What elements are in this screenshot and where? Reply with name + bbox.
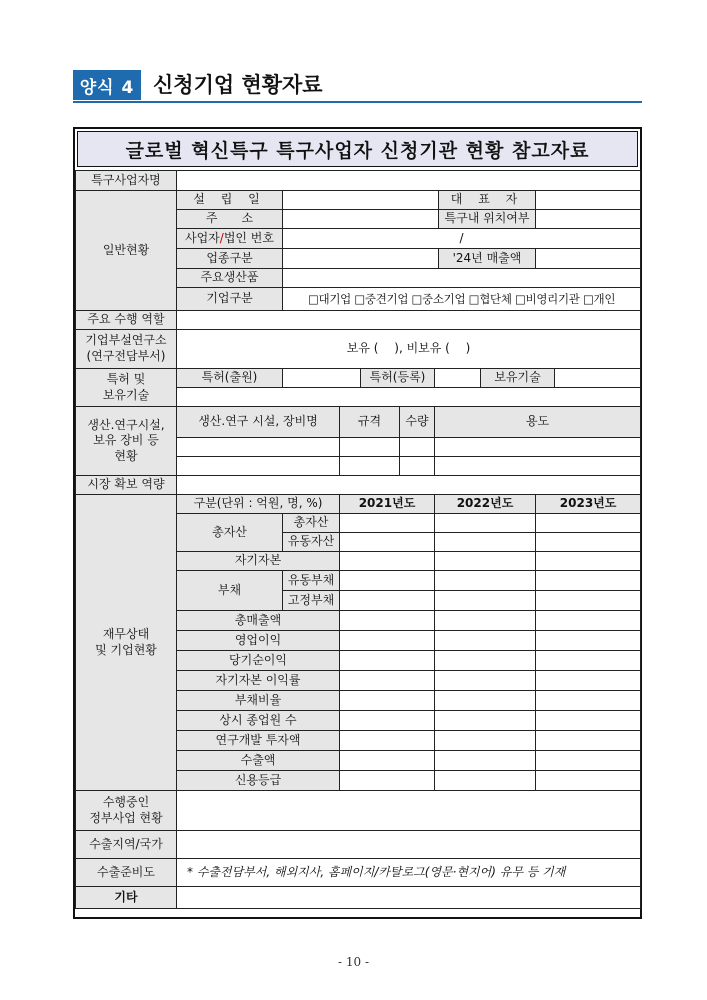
finance-row-label: 총매출액: [177, 611, 340, 631]
finance-cell-2023[interactable]: [536, 771, 641, 791]
facility-use-cell[interactable]: [435, 457, 641, 476]
market-capability-field[interactable]: [177, 476, 641, 495]
etc-field[interactable]: [177, 887, 641, 909]
fixed-liabilities-label: 고정부채: [283, 591, 340, 611]
form-title: 글로벌 혁신특구 특구사업자 신청기관 현황 참고자료: [77, 131, 638, 167]
finance-cell-2021[interactable]: [340, 651, 435, 671]
finance-row-label: 연구개발 투자액: [177, 731, 340, 751]
finance-cell-2023[interactable]: [536, 691, 641, 711]
total-assets-sub-label: 총자산: [283, 514, 340, 533]
facility-spec-header: 규격: [340, 407, 400, 438]
main-products-field[interactable]: [283, 269, 641, 288]
facility-use-cell[interactable]: [435, 438, 641, 457]
facility-use-header: 용도: [435, 407, 641, 438]
current-liabilities-label: 유동부채: [283, 571, 340, 591]
current-assets-label: 유동자산: [283, 533, 340, 552]
export-region-field[interactable]: [177, 831, 641, 859]
in-zone-field[interactable]: [536, 210, 641, 229]
business-number-field[interactable]: /: [283, 229, 641, 249]
ceo-field[interactable]: [536, 191, 641, 210]
owned-tech-field[interactable]: [555, 369, 641, 388]
finance-cell-2022[interactable]: [435, 751, 536, 771]
finance-cell-2022[interactable]: [435, 671, 536, 691]
finance-cell-2023[interactable]: [536, 611, 641, 631]
finance-cell-2023[interactable]: [536, 514, 641, 533]
total-assets-label: 총자산: [177, 514, 283, 552]
founded-field[interactable]: [283, 191, 439, 210]
main-role-field[interactable]: [177, 311, 641, 330]
address-label: 주 소: [177, 210, 283, 229]
facility-spec-cell[interactable]: [340, 438, 400, 457]
finance-cell-2022[interactable]: [435, 514, 536, 533]
finance-cell-2021[interactable]: [340, 751, 435, 771]
patent-registered-field[interactable]: [435, 369, 481, 388]
finance-cell-2023[interactable]: [536, 631, 641, 651]
finance-cell-2021[interactable]: [340, 611, 435, 631]
section-header: [73, 68, 642, 102]
owned-tech-label: 보유기술: [481, 369, 555, 388]
sales-2024-field[interactable]: [536, 249, 641, 269]
finance-unit-header: 구분(단위 : 억원, 명, %): [177, 495, 340, 514]
industry-label: 업종구분: [177, 249, 283, 269]
company-name-label: 특구사업자명: [76, 171, 177, 191]
facility-qty-cell[interactable]: [400, 457, 435, 476]
facility-spec-cell[interactable]: [340, 457, 400, 476]
company-type-label: 기업구분: [177, 288, 283, 311]
in-zone-label: 특구내 위치여부: [439, 210, 536, 229]
finance-cell-2022[interactable]: [435, 691, 536, 711]
general-status-label: 일반현황: [76, 191, 177, 311]
finance-cell-2023[interactable]: [536, 671, 641, 691]
finance-cell-2023[interactable]: [536, 711, 641, 731]
finance-label: 재무상태 및 기업현황: [76, 495, 177, 791]
form-frame: [73, 127, 642, 919]
finance-cell-2023[interactable]: [536, 751, 641, 771]
finance-cell-2022[interactable]: [435, 533, 536, 552]
finance-cell-2021[interactable]: [340, 731, 435, 751]
finance-cell-2022[interactable]: [435, 591, 536, 611]
finance-cell-2022[interactable]: [435, 771, 536, 791]
etc-label: 기타: [76, 887, 177, 909]
facility-qty-header: 수량: [400, 407, 435, 438]
finance-row-label: 당기순이익: [177, 651, 340, 671]
company-type-checkboxes[interactable]: □대기업 □중견기업 □중소기업 □협단체 □비영리기관 □개인: [283, 288, 641, 311]
business-number-label: 사업자/법인 번호: [177, 229, 283, 249]
finance-cell-2021[interactable]: [340, 591, 435, 611]
research-lab-label: 기업부설연구소 (연구전담부서): [76, 330, 177, 369]
finance-cell-2023[interactable]: [536, 731, 641, 751]
finance-row-label: 수출액: [177, 751, 340, 771]
address-field[interactable]: [283, 210, 439, 229]
liabilities-label: 부채: [177, 571, 283, 611]
finance-cell-2021[interactable]: [340, 631, 435, 651]
facility-name-header: 생산.연구 시설, 장비명: [177, 407, 340, 438]
finance-cell-2022[interactable]: [435, 552, 536, 571]
facility-qty-cell[interactable]: [400, 438, 435, 457]
facility-label: 생산.연구시설, 보유 장비 등 현황: [76, 407, 177, 476]
gov-project-field[interactable]: [177, 791, 641, 831]
finance-row-label: 영업이익: [177, 631, 340, 651]
finance-row-label: 신용등급: [177, 771, 340, 791]
finance-cell-2022[interactable]: [435, 611, 536, 631]
export-readiness-label: 수출준비도: [76, 859, 177, 887]
patent-applied-label: 특허(출원): [177, 369, 283, 388]
patent-detail-field[interactable]: [177, 388, 641, 407]
market-capability-label: 시장 확보 역량: [76, 476, 177, 495]
main-products-label: 주요생산품: [177, 269, 283, 288]
finance-row-label: 부채비율: [177, 691, 340, 711]
year-2022-header: 2022년도: [435, 495, 536, 514]
finance-row-label: 자기자본 이익률: [177, 671, 340, 691]
equity-label: 자기자본: [177, 552, 340, 571]
export-region-label: 수출지역/국가: [76, 831, 177, 859]
year-2021-header: 2021년도: [340, 495, 435, 514]
finance-cell-2022[interactable]: [435, 571, 536, 591]
sales-2024-label: '24년 매출액: [439, 249, 536, 269]
finance-cell-2021[interactable]: [340, 671, 435, 691]
patent-label: 특허 및 보유기술: [76, 369, 177, 407]
year-2023-header: 2023년도: [536, 495, 641, 514]
section-title: 신청기업 현황자료: [153, 73, 323, 97]
finance-cell-2022[interactable]: [435, 631, 536, 651]
finance-cell-2023[interactable]: [536, 591, 641, 611]
finance-cell-2022[interactable]: [435, 651, 536, 671]
page-number: - 10 -: [337, 955, 369, 969]
facility-name-cell[interactable]: [177, 438, 340, 457]
gov-project-label: 수행중인 정부사업 현황: [76, 791, 177, 831]
patent-applied-field[interactable]: [283, 369, 361, 388]
company-name-field[interactable]: [177, 171, 641, 191]
finance-cell-2023[interactable]: [536, 533, 641, 552]
founded-label: 설 립 일: [177, 191, 283, 210]
industry-field[interactable]: [283, 249, 439, 269]
finance-cell-2021[interactable]: [340, 771, 435, 791]
facility-name-cell[interactable]: [177, 457, 340, 476]
header-underline: [73, 101, 642, 103]
application-form-table: [75, 170, 641, 909]
export-readiness-note[interactable]: * 수출전담부서, 해외지사, 홈페이지/카탈로그(영문·현지어) 유무 등 기재: [177, 859, 641, 887]
research-lab-field[interactable]: 보유 ( ), 비보유 ( ): [177, 330, 641, 369]
finance-cell-2023[interactable]: [536, 571, 641, 591]
finance-cell-2021[interactable]: [340, 552, 435, 571]
main-role-label: 주요 수행 역할: [76, 311, 177, 330]
finance-cell-2023[interactable]: [536, 651, 641, 671]
finance-cell-2023[interactable]: [536, 552, 641, 571]
finance-cell-2021[interactable]: [340, 571, 435, 591]
form-badge: 양식 4: [73, 70, 141, 100]
finance-cell-2021[interactable]: [340, 691, 435, 711]
finance-cell-2022[interactable]: [435, 731, 536, 751]
finance-cell-2021[interactable]: [340, 533, 435, 552]
finance-cell-2022[interactable]: [435, 711, 536, 731]
finance-row-label: 상시 종업원 수: [177, 711, 340, 731]
patent-registered-label: 특허(등록): [361, 369, 435, 388]
finance-cell-2021[interactable]: [340, 711, 435, 731]
finance-cell-2021[interactable]: [340, 514, 435, 533]
ceo-label: 대 표 자: [439, 191, 536, 210]
